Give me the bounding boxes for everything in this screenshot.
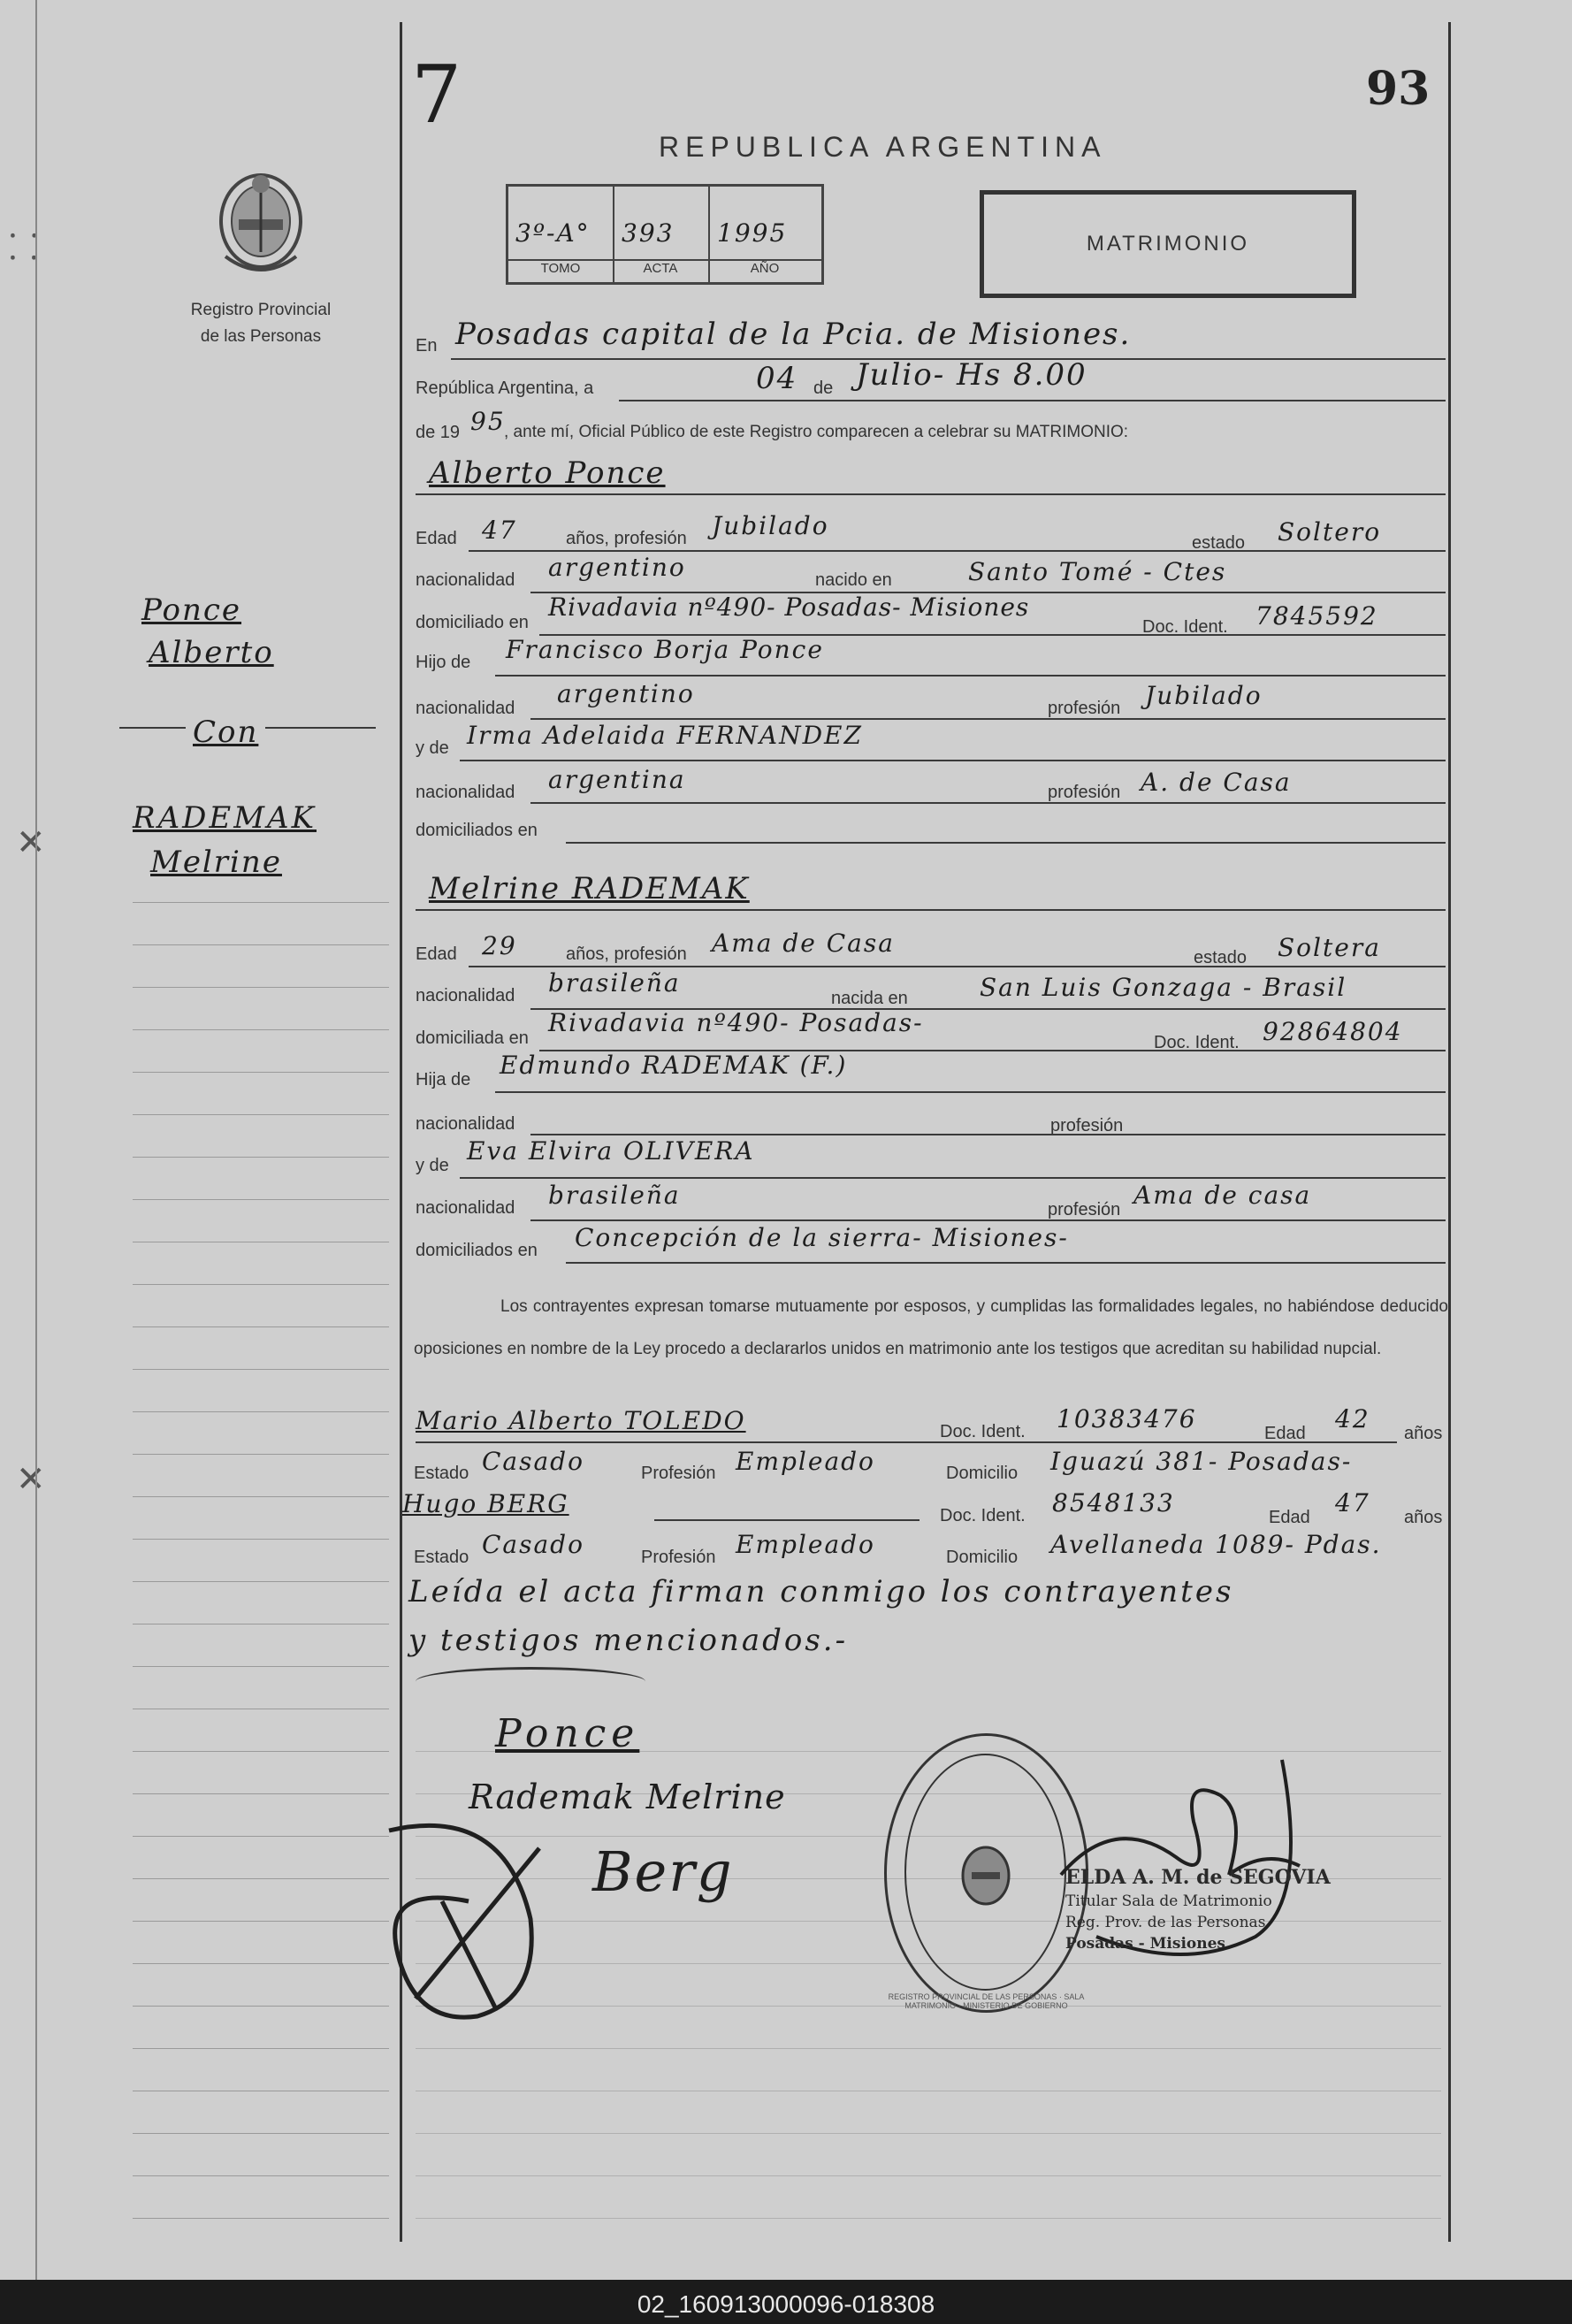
label-doc-ident-witness: Doc. Ident. [940, 1422, 1026, 1441]
margin-note-surname: Ponce [141, 592, 242, 628]
margin-ruled-line [133, 1666, 389, 1667]
margin-ruled-line [133, 2006, 389, 2007]
label-edad: Edad [416, 529, 457, 548]
margin-ruled-line [133, 1284, 389, 1285]
marriage-place: Posadas capital de la Pcia. de Misiones. [455, 317, 1132, 352]
underline [416, 493, 1446, 495]
witness-1-age: 42 [1335, 1404, 1370, 1433]
bride-civil-status: Soltera [1278, 933, 1381, 962]
groom-nationality: argentino [548, 553, 686, 582]
bride-address: Rivadavia nº490- Posadas- [548, 1008, 924, 1037]
registry-label-line1: Registro Provincial [190, 301, 332, 319]
underline [469, 966, 1446, 967]
bride-mother-profession: Ama de casa [1133, 1181, 1312, 1210]
label-estado: estado [1194, 948, 1248, 967]
label-nacionalidad: nacionalidad [416, 570, 515, 590]
label-nacionalidad: nacionalidad [416, 1114, 515, 1134]
marriage-year-suffix: 95 [470, 407, 506, 436]
underline [416, 909, 1446, 911]
bride-parents-address: Concepción de la sierra- Misiones- [575, 1223, 1069, 1252]
label-hija-de: Hija de [416, 1070, 471, 1089]
bride-nationality: brasileña [548, 968, 681, 998]
record-box [506, 184, 824, 285]
witness-1-profession: Empleado [736, 1447, 875, 1476]
margin-ruled-line [133, 1326, 389, 1327]
label-nacida-en: nacida en [831, 989, 908, 1008]
label-hijo-de: Hijo de [416, 653, 471, 672]
official-name: ELDA A. M. de SEGOVIA [1065, 1866, 1331, 1889]
tomo-label: TOMO [540, 261, 581, 276]
margin-ruled-line [133, 1581, 389, 1582]
label-domiciliada-en: domiciliada en [416, 1028, 529, 1048]
margin-ruled-line [133, 1963, 389, 1964]
label-ante: , ante mí, Oficial Público de este Registro comparecen a celebrar su MATRIMONIO: [504, 423, 1129, 441]
margin-ruled-line [133, 1836, 389, 1837]
witness-2-signature: Berg [592, 1839, 734, 1904]
label-profesion: profesión [1048, 1200, 1121, 1219]
label-y-de: y de [416, 738, 449, 758]
groom-age: 47 [482, 516, 517, 545]
underline [530, 1134, 1446, 1135]
bride-mother-nationality: brasileña [548, 1181, 681, 1210]
page-number: 93 [1366, 62, 1431, 116]
groom-mother-profession: A. de Casa [1141, 768, 1292, 797]
underline [530, 1219, 1446, 1221]
margin-ruled-line [133, 2048, 389, 2049]
label-domicilio-witness: Domicilio [946, 1548, 1019, 1567]
binding-hole-mark: ⸬ [9, 228, 39, 267]
groom-name: Alberto Ponce [429, 455, 666, 491]
body-ruled-line [416, 2133, 1441, 2134]
underline [530, 718, 1446, 720]
bride-doc: 92864804 [1263, 1017, 1403, 1046]
witness-1-doc: 10383476 [1057, 1404, 1197, 1433]
bride-profession: Ama de Casa [712, 929, 895, 958]
matrimonio-box [980, 190, 1356, 298]
witness-1-name: Mario Alberto TOLEDO [416, 1406, 746, 1435]
groom-father-nationality: argentino [557, 679, 695, 708]
underline [654, 1519, 920, 1521]
document-title: REPUBLICA ARGENTINA [659, 131, 1107, 163]
ano-value: 1995 [717, 218, 788, 248]
label-edad: Edad [416, 944, 457, 964]
margin-ruled-line [133, 1072, 389, 1073]
margin-ruled-line [133, 1157, 389, 1158]
margin-ruled-line [133, 1411, 389, 1412]
official-office: Reg. Prov. de las Personas [1065, 1914, 1266, 1931]
folio-mark: 7 [411, 49, 464, 141]
label-nacionalidad: nacionalidad [416, 986, 515, 1005]
document-type: MATRIMONIO [1086, 232, 1250, 256]
underline [495, 675, 1446, 677]
label-anos: años [1404, 1508, 1443, 1527]
margin-ruled-line [133, 1199, 389, 1200]
stamp-coat-of-arms-icon [956, 1840, 1016, 1909]
label-y-de: y de [416, 1156, 449, 1175]
closing-flourish [416, 1667, 645, 1696]
bride-father-name: Edmundo RADEMAK (F.) [500, 1051, 848, 1080]
margin-ruled-line [133, 1454, 389, 1455]
label-en: En [416, 336, 438, 355]
groom-father-name: Francisco Borja Ponce [506, 635, 824, 664]
margin-ruled-line [133, 1751, 389, 1752]
official-title: Titular Sala de Matrimonio [1065, 1892, 1272, 1910]
margin-ruled-line [133, 1921, 389, 1922]
underline [460, 1177, 1446, 1179]
label-nacido-en: nacido en [815, 570, 892, 590]
witness-2-age: 47 [1335, 1488, 1370, 1517]
label-de19: de 19 [416, 423, 461, 442]
label-estado: estado [1192, 533, 1246, 553]
page-edge-line [35, 0, 37, 2280]
margin-ruled-line [133, 944, 389, 945]
stamp-text: REGISTRO PROVINCIAL DE LAS PERSONAS · SALA MATRIMONIO · MINISTERIO DE GOBIERNO [888, 1992, 1085, 2010]
label-estado-witness: Estado [414, 1464, 469, 1483]
binding-hole-mark: ✕ [16, 823, 46, 862]
registry-label-line2: de las Personas [200, 327, 322, 346]
label-edad-witness: Edad [1264, 1424, 1306, 1443]
witness-2-status: Casado [482, 1530, 584, 1559]
groom-civil-status: Soltero [1278, 517, 1382, 547]
label-profesion: profesión [1050, 1116, 1124, 1135]
underline [495, 1091, 1446, 1093]
margin-ruled-line [133, 1878, 389, 1879]
official-city: Posadas - Misiones [1065, 1935, 1226, 1953]
label-republica: República Argentina, a [416, 378, 594, 398]
body-ruled-line [416, 2218, 1441, 2219]
binding-hole-mark: ✕ [16, 1460, 46, 1499]
underline [566, 842, 1446, 844]
margin-note-bride-given-name: Melrine [150, 845, 282, 880]
label-de: de [813, 378, 834, 398]
label-anos-profesion: años, profesión [566, 529, 687, 548]
label-anos: años [1404, 1424, 1443, 1443]
bride-mother-name: Eva Elvira OLIVERA [467, 1136, 755, 1166]
body-ruled-line [416, 2175, 1441, 2176]
margin-ruled-line [133, 1496, 389, 1497]
label-doc-ident: Doc. Ident. [1154, 1033, 1240, 1052]
label-nacionalidad: nacionalidad [416, 1198, 515, 1218]
witness-2-name: Hugo BERG [402, 1489, 569, 1518]
witness-1-status: Casado [482, 1447, 584, 1476]
underline [416, 1441, 1397, 1443]
witness-1-signature-scrawl [362, 1795, 566, 2025]
underline [469, 550, 1446, 552]
witness-1-address: Iguazú 381- Posadas- [1050, 1447, 1353, 1476]
groom-mother-nationality: argentina [548, 765, 686, 794]
margin-ruled-line [133, 1624, 389, 1625]
label-domiciliados-en: domiciliados en [416, 821, 538, 840]
margin-ruled-line [133, 1029, 389, 1030]
label-profesion-witness: Profesión [641, 1548, 716, 1567]
underline [566, 1262, 1446, 1264]
margin-note-con: Con [186, 715, 265, 750]
margin-ruled-line [133, 1369, 389, 1370]
label-nacionalidad: nacionalidad [416, 783, 515, 802]
body-ruled-line [416, 2048, 1441, 2049]
groom-doc: 7845592 [1255, 601, 1378, 631]
label-doc-ident: Doc. Ident. [1142, 617, 1228, 637]
witness-2-profession: Empleado [736, 1530, 875, 1559]
ano-label: AÑO [750, 261, 780, 276]
bride-name: Melrine RADEMAK [429, 871, 750, 906]
margin-ruled-line [133, 1793, 389, 1794]
closing-line-1: Leída el acta firman conmigo los contrayentes [408, 1574, 1234, 1609]
label-domiciliados-en: domiciliados en [416, 1241, 538, 1260]
margin-ruled-line [133, 902, 389, 903]
marriage-day: 04 [756, 361, 798, 396]
declaration-paragraph: Los contrayentes expresan tomarse mutuamente por esposos, y cumplidas las formalidades legales, no habiéndose deducido oposiciones en nombre de la Ley procedo a declararlos unidos en matrimonio ante los testigos que acreditan su habilidad nupcial. [414, 1297, 1448, 1358]
label-domicilio-witness: Domicilio [946, 1464, 1019, 1483]
label-domiciliado-en: domiciliado en [416, 613, 529, 632]
label-profesion-witness: Profesión [641, 1464, 716, 1483]
margin-ruled-line [133, 2175, 389, 2176]
margin-note-given-name: Alberto [149, 635, 274, 670]
groom-profession: Jubilado [712, 511, 829, 540]
margin-ruled-line [133, 1539, 389, 1540]
label-profesion: profesión [1048, 783, 1121, 802]
margin-ruled-line [133, 1114, 389, 1115]
groom-birthplace: Santo Tomé - Ctes [968, 557, 1227, 586]
acta-value: 393 [622, 218, 675, 248]
bride-birthplace: San Luis Gonzaga - Brasil [980, 973, 1347, 1002]
tomo-value: 3º-A° [515, 218, 591, 248]
margin-ruled-line [133, 2133, 389, 2134]
groom-address: Rivadavia nº490- Posadas- Misiones [548, 592, 1030, 622]
witness-2-address: Avellaneda 1089- Pdas. [1050, 1530, 1382, 1559]
closing-line-2: y testigos mencionados.- [408, 1623, 849, 1658]
right-frame-line [1448, 22, 1451, 2242]
marriage-month-time: Julio- Hs 8.00 [856, 357, 1087, 393]
label-anos-profesion: años, profesión [566, 944, 687, 964]
label-estado-witness: Estado [414, 1548, 469, 1567]
underline [619, 400, 1446, 401]
groom-signature: Ponce [495, 1711, 640, 1756]
groom-mother-name: Irma Adelaida FERNANDEZ [467, 721, 863, 750]
margin-note-bride-surname: RADEMAK [133, 800, 317, 836]
official-name-block [1065, 1866, 1357, 1953]
label-nacionalidad: nacionalidad [416, 699, 515, 718]
label-profesion: profesión [1048, 699, 1121, 718]
bride-signature: Rademak Melrine [469, 1777, 786, 1816]
bride-age: 29 [482, 931, 517, 960]
witness-2-doc: 8548133 [1052, 1488, 1175, 1517]
argentine-coat-of-arms-icon [212, 168, 309, 283]
acta-label: ACTA [643, 261, 678, 276]
margin-ruled-line [133, 987, 389, 988]
footer-caption: 02_160913000096-018308 [637, 2290, 935, 2318]
underline [460, 760, 1446, 761]
label-doc-ident-witness: Doc. Ident. [940, 1506, 1026, 1525]
underline [530, 802, 1446, 804]
groom-father-profession: Jubilado [1145, 681, 1263, 710]
label-edad-witness: Edad [1269, 1508, 1310, 1527]
margin-ruled-line [133, 2218, 389, 2219]
